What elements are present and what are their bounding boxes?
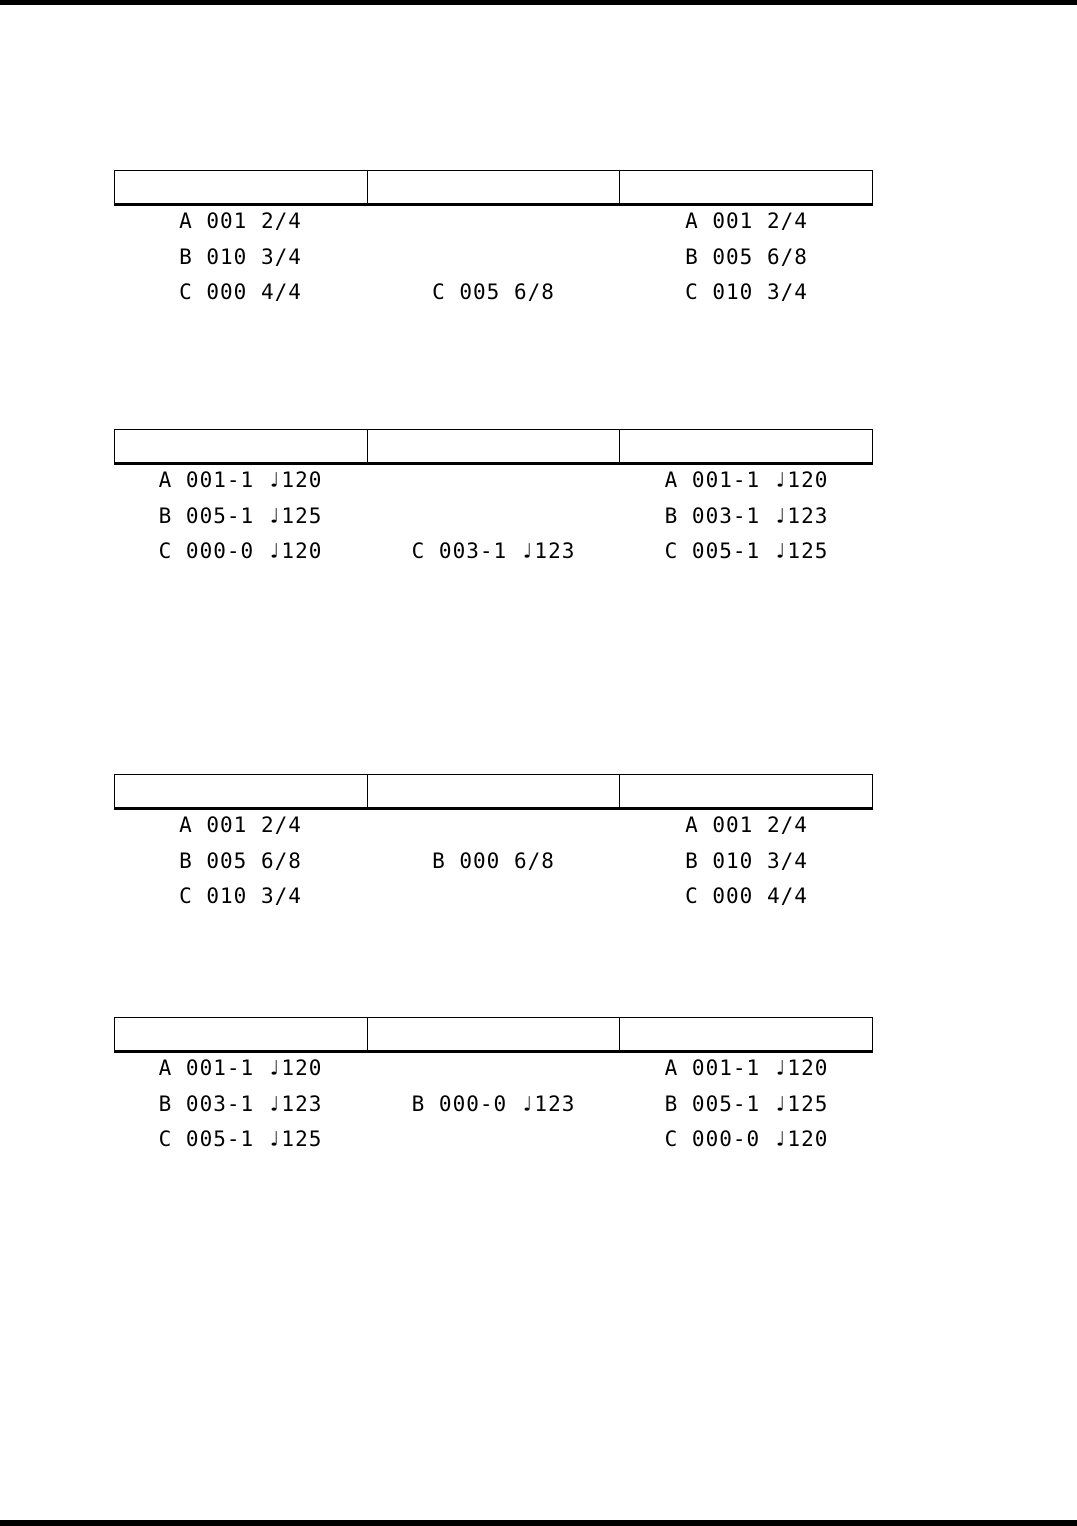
header-cell-1 bbox=[115, 171, 368, 203]
song-table-1 bbox=[114, 170, 873, 316]
table-header bbox=[114, 774, 873, 810]
song-table-2 bbox=[114, 429, 873, 575]
table-column-2 bbox=[367, 1053, 620, 1163]
table-cell: C 000 4/4 bbox=[685, 884, 808, 908]
table-cell: B 005 6/8 bbox=[685, 245, 808, 269]
header-cell-2 bbox=[368, 775, 621, 807]
table-cell: B 000 6/8 bbox=[432, 849, 555, 873]
table-column-2 bbox=[367, 810, 620, 920]
table-cell: A 001-1 ♩120 bbox=[664, 468, 829, 492]
table-cell: A 001-1 ♩120 bbox=[664, 1056, 829, 1080]
table-cell: A 001 2/4 bbox=[685, 209, 808, 233]
header-cell-1 bbox=[115, 430, 368, 462]
header-cell-3 bbox=[620, 775, 872, 807]
table-cell: C 003-1 ♩123 bbox=[411, 539, 576, 563]
song-table-4 bbox=[114, 1017, 873, 1163]
table-cell: C 010 3/4 bbox=[685, 280, 808, 304]
table-header bbox=[114, 1017, 873, 1053]
song-table-3 bbox=[114, 774, 873, 920]
table-column-1 bbox=[114, 1053, 367, 1163]
top-rule bbox=[0, 0, 1077, 5]
table-cell: B 010 3/4 bbox=[685, 849, 808, 873]
table-cell: B 005 6/8 bbox=[179, 849, 302, 873]
table-column-1 bbox=[114, 465, 367, 575]
table-cell: B 003-1 ♩123 bbox=[664, 504, 829, 528]
table-cell: B 005-1 ♩125 bbox=[158, 504, 323, 528]
header-cell-3 bbox=[620, 171, 872, 203]
table-column-2 bbox=[367, 465, 620, 575]
header-cell-2 bbox=[368, 1018, 621, 1050]
table-header bbox=[114, 170, 873, 206]
header-cell-3 bbox=[620, 430, 872, 462]
table-cell: B 000-0 ♩123 bbox=[411, 1092, 576, 1116]
table-cell: C 005-1 ♩125 bbox=[664, 539, 829, 563]
table-cell: C 005-1 ♩125 bbox=[158, 1127, 323, 1151]
table-column-3 bbox=[620, 810, 873, 920]
table-cell: C 000-0 ♩120 bbox=[158, 539, 323, 563]
header-cell-2 bbox=[368, 430, 621, 462]
table-cell: C 010 3/4 bbox=[179, 884, 302, 908]
table-cell: A 001 2/4 bbox=[685, 813, 808, 837]
header-cell-1 bbox=[115, 775, 368, 807]
table-column-3 bbox=[620, 206, 873, 316]
table-cell: A 001 2/4 bbox=[179, 209, 302, 233]
table-cell: C 000 4/4 bbox=[179, 280, 302, 304]
table-cell: B 010 3/4 bbox=[179, 245, 302, 269]
header-cell-2 bbox=[368, 171, 621, 203]
table-header bbox=[114, 429, 873, 465]
table-column-3 bbox=[620, 465, 873, 575]
table-cell: A 001 2/4 bbox=[179, 813, 302, 837]
table-column-1 bbox=[114, 206, 367, 316]
table-cell: B 005-1 ♩125 bbox=[664, 1092, 829, 1116]
header-cell-3 bbox=[620, 1018, 872, 1050]
table-cell: A 001-1 ♩120 bbox=[158, 1056, 323, 1080]
bottom-rule bbox=[0, 1520, 1077, 1526]
table-column-2 bbox=[367, 206, 620, 316]
table-cell: A 001-1 ♩120 bbox=[158, 468, 323, 492]
table-cell: B 003-1 ♩123 bbox=[158, 1092, 323, 1116]
table-cell: C 000-0 ♩120 bbox=[664, 1127, 829, 1151]
table-column-3 bbox=[620, 1053, 873, 1163]
table-cell: C 005 6/8 bbox=[432, 280, 555, 304]
table-column-1 bbox=[114, 810, 367, 920]
header-cell-1 bbox=[115, 1018, 368, 1050]
